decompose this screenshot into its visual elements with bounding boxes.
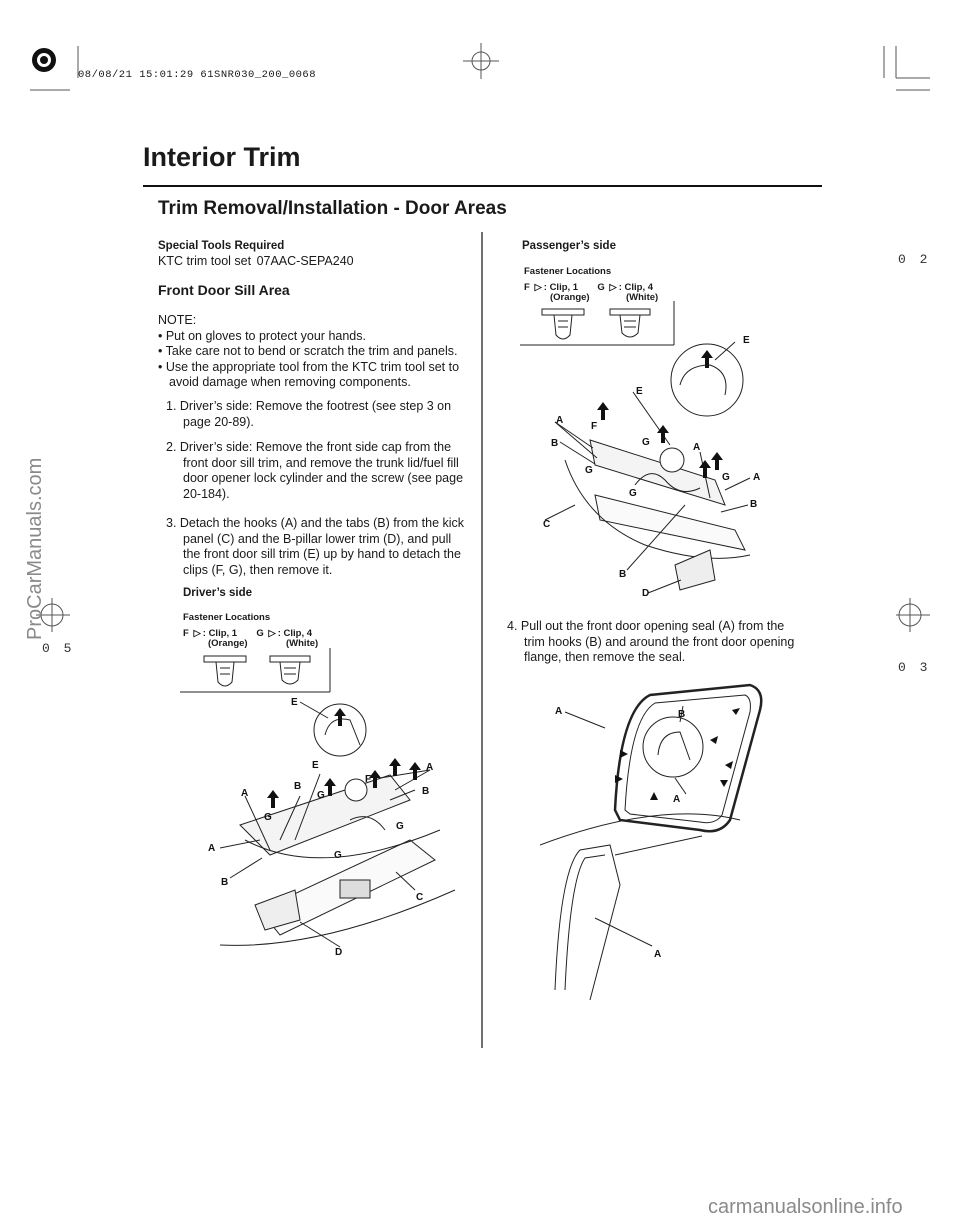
front-sill-heading: Front Door Sill Area [158, 282, 290, 298]
callout-G: G [334, 850, 342, 861]
print-timestamp: 08/08/21 15:01:29 61SNR030_200_0068 [78, 69, 317, 81]
clip-f-color: (Orange) [208, 638, 248, 649]
bottom-watermark: carmanualsonline.info [708, 1196, 903, 1218]
page-title: Interior Trim [143, 142, 301, 172]
clip-f-marker-icon: ▷ [534, 282, 542, 293]
callout-F: F [365, 774, 372, 785]
door-seal-diagram [540, 670, 780, 1000]
tool-line [158, 254, 354, 270]
fastener-legend-title: Fastener Locations [524, 266, 612, 277]
tool-name: KTC trim tool set [158, 254, 252, 268]
callout-G: G [396, 821, 404, 832]
clip-f-color: (Orange) [550, 292, 590, 303]
callout-B: B [294, 781, 302, 792]
step-4: 4. Pull out the front door opening seal (A) from the trim hooks (B) and around the front door opening flange, then remove the seal. [507, 619, 795, 664]
callout-A: A [654, 949, 662, 960]
callout-E: E [743, 335, 750, 346]
step-3: 3. Detach the hooks (A) and the tabs (B) from the kick panel (C) and the B-pillar lower trim (D), and pull the front door sill trim (E) up by hand to detach the clips (F, G), then remove it. [166, 516, 465, 577]
fastener-legend: F ▷ : Clip, 1 G ▷ : Clip, 4 [183, 628, 313, 639]
clip-f-marker-icon: ▷ [193, 628, 201, 639]
callout-B: B [750, 499, 758, 510]
tool-number: 07AAC-SEPA240 [256, 254, 354, 268]
callout-F: F [591, 421, 598, 432]
note-item: • Put on gloves to protect your hands. [158, 328, 366, 343]
callout-A: A [208, 843, 216, 854]
page-mark-right-bottom: 0 3 [898, 660, 931, 675]
page-mark-right-top: 0 2 [898, 252, 931, 267]
drivers-side-label: Driver’s side [183, 587, 253, 599]
note-item: • Use the appropriate tool from the KTC trim tool set to avoid damage when removing components. [158, 359, 460, 389]
special-tools-heading: Special Tools Required [158, 240, 285, 252]
clip-g-color: (White) [286, 638, 319, 649]
callout-G: G [317, 790, 325, 801]
drivers-side-diagram [200, 690, 470, 965]
drivers-clip-illustration [180, 648, 335, 694]
callout-A: A [673, 794, 681, 805]
fastener-legend: F ▷ : Clip, 1 G ▷ : Clip, 4 [524, 282, 654, 293]
callout-B: B [551, 438, 559, 449]
step-2: 2. Driver’s side: Remove the front side cap from the front door sill trim, and remove the trunk lid/fuel fill door opener lock cylinder and the screw (see page 20-184). [166, 440, 464, 501]
callout-B: B [221, 877, 229, 888]
page-mark-left-bottom: 0 5 [42, 641, 75, 656]
passengers-side-label: Passenger’s side [522, 240, 616, 252]
callout-E: E [636, 386, 643, 397]
callout-G: G [585, 465, 593, 476]
callout-E: E [312, 760, 319, 771]
clip-g-marker-icon: ▷ [609, 282, 617, 293]
callout-G: G [264, 812, 272, 823]
note-label: NOTE: [158, 313, 197, 327]
left-watermark: ProCarManuals.com [24, 457, 46, 640]
callout-B: B [619, 569, 627, 580]
callout-G: G [629, 488, 637, 499]
callout-A: A [555, 706, 563, 717]
section-title: Trim Removal/Installation - Door Areas [158, 198, 507, 219]
callout-E: E [291, 697, 298, 708]
step-1: 1. Driver’s side: Remove the footrest (see step 3 on page 20-89). [166, 399, 452, 429]
callout-A: A [753, 472, 761, 483]
fastener-legend-title: Fastener Locations [183, 612, 271, 623]
callout-C: C [416, 892, 424, 903]
callout-A: A [693, 442, 701, 453]
passengers-side-diagram [535, 330, 775, 600]
callout-A: A [426, 762, 434, 773]
callout-D: D [335, 947, 343, 958]
callout-D: D [642, 588, 650, 599]
registration-target-icon [32, 48, 56, 72]
callout-G: G [642, 437, 650, 448]
notes-block [158, 313, 468, 391]
callout-B: B [678, 709, 686, 720]
callout-A: A [556, 415, 564, 426]
callout-A: A [241, 788, 249, 799]
callout-G: G [722, 472, 730, 483]
clip-g-color: (White) [626, 292, 659, 303]
note-item: • Take care not to bend or scratch the trim and panels. [158, 344, 458, 358]
callout-C: C [543, 519, 551, 530]
clip-g-marker-icon: ▷ [268, 628, 276, 639]
callout-B: B [422, 786, 430, 797]
